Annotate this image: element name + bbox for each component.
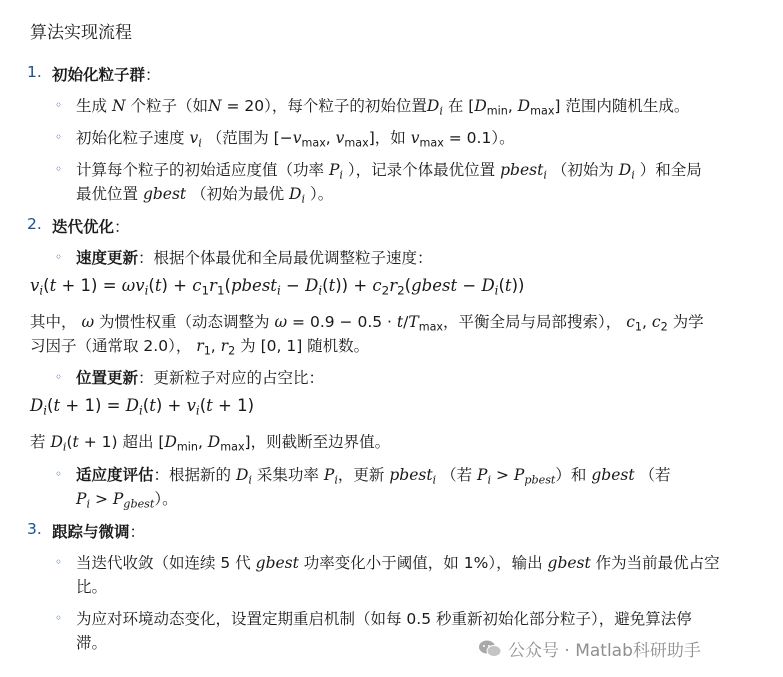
s3-bullet-1-cont: 比。 — [76, 578, 108, 596]
bullet-icon: ◦ — [55, 250, 63, 264]
s1-bullet-3-cont: 最优位置 gbest （初始为最优 $D_i$ ）。 — [76, 185, 334, 206]
section-3-heading: 跟踪与微调： — [52, 523, 146, 541]
s2-clip-note: 若 $D_i(t + 1)$ 超出 [$D_{min}$, $D_{max}$]，则截断至边界值。 — [30, 433, 391, 454]
watermark — [478, 636, 701, 661]
s2-bullet-2: 位置更新：更新粒子对应的占空比： — [76, 369, 325, 387]
s1-bullet-3: 计算每个粒子的初始适应度值（功率 $P_i$ ），记录个体最优位置 pbest$_i$ （初始为 $D_i$ ）和全局 — [76, 161, 702, 182]
watermark-text: 公众号 · Matlab科研助手 — [508, 641, 701, 661]
velocity-equation: $v_i(t + 1) = \omega v_i(t)$ + $c_1r_1(pbest_i - D_i(t))$ + $c_2r_2(gbest - D_i(t))$ — [30, 276, 525, 298]
bullet-icon: ◦ — [55, 611, 63, 625]
s3-bullet-2: 为应对环境动态变化，设置定期重启机制（如每 0.5 秒重新初始化部分粒子），避免算法停 — [76, 610, 692, 628]
section-1-number: 1. — [27, 63, 42, 81]
s3-bullet-2-cont: 滞。 — [76, 634, 108, 652]
s3-bullet-1: 当迭代收敛（如连续 5 代 gbest 功率变化小于阈值，如 1%），输出 gbest 作为当前最优占空 — [76, 554, 720, 572]
section-3-number: 3. — [27, 520, 42, 538]
page-title: 算法实现流程 — [30, 23, 132, 43]
s2-bullet-1: 速度更新：根据个体最优和全局最优调整粒子速度： — [76, 249, 433, 267]
position-equation: $D_i(t + 1) = D_i(t) + v_i(t + 1)$ — [30, 396, 255, 418]
s2-bullet-3-cont: $P_i > P_{gbest}$）。 — [76, 490, 178, 511]
s2-note-1: 其中， ω 为惯性权重（动态调整为 $\omega = 0.9 - 0.5 \cdot t/T_{max}$，平衡全局与局部搜索）， $c_1$, $c_2$ 为学 — [30, 313, 704, 334]
section-2-number: 2. — [27, 215, 42, 233]
section-1-heading: 初始化粒子群： — [52, 66, 161, 84]
bullet-icon: ◦ — [55, 370, 63, 384]
bullet-icon: ◦ — [55, 130, 63, 144]
s2-note-2: 习因子（通常取 2.0）， $r_1$, $r_2$ 为 [0, 1] 随机数。 — [30, 337, 370, 358]
s2-bullet-3: 适应度评估：根据新的 $D_i$ 采集功率 $P_i$，更新 pbest$_i$ （若 $P_i > P_{pbest}$）和 gbest （若 — [76, 466, 671, 487]
s1-bullet-1: 生成 N 个粒子（如N = 20），每个粒子的初始位置$D_i$ 在 [$D_{min}$, $D_{max}$] 范围内随机生成。 — [76, 97, 690, 118]
bullet-icon: ◦ — [55, 98, 63, 112]
wechat-icon — [478, 639, 502, 659]
bullet-icon: ◦ — [55, 162, 63, 176]
section-2-heading: 迭代优化： — [52, 218, 130, 236]
bullet-icon: ◦ — [55, 467, 63, 481]
s1-bullet-2: 初始化粒子速度 $v_i$ （范围为 [$-v_{max}$, $v_{max}$]，如 $v_{max} = 0.1$）。 — [76, 129, 515, 150]
bullet-icon: ◦ — [55, 555, 63, 569]
